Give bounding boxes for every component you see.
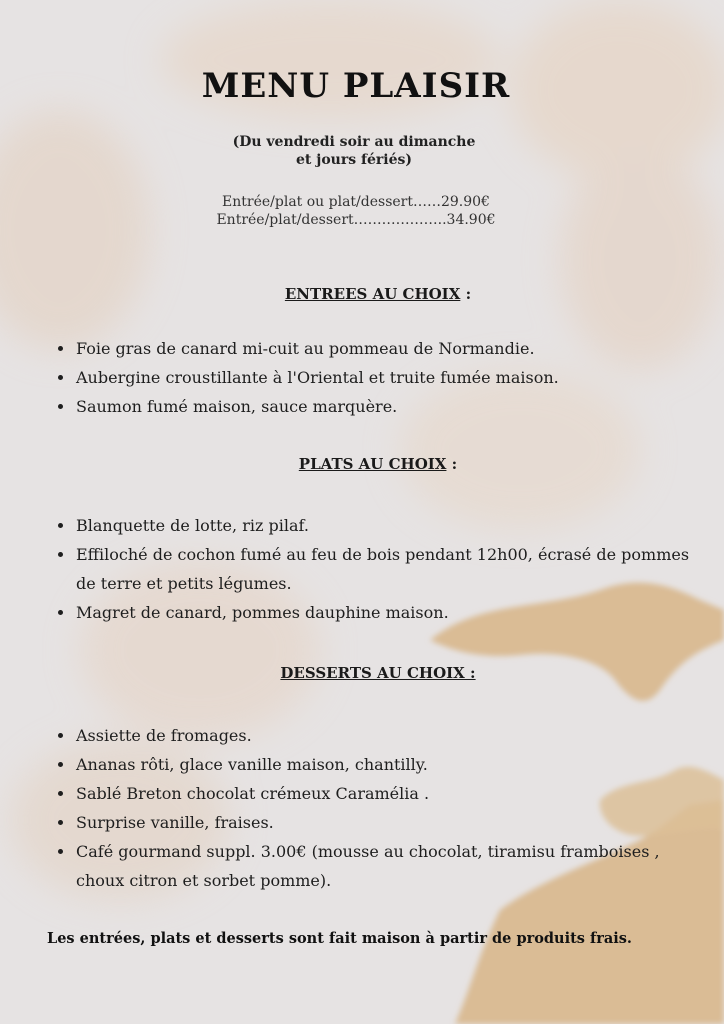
homemade-note: Les entrées, plats et desserts sont fait maison à partir de produits frais. (47, 930, 632, 947)
entree-item: Foie gras de canard mi-cuit au pommeau de Normandie. (56, 334, 706, 363)
entrees-heading (0, 285, 724, 303)
availability-line-2: et jours fériés) (296, 152, 412, 168)
price-list (0, 193, 712, 229)
plat-item: Blanquette de lotte, riz pilaf. (56, 511, 706, 540)
entrees-heading-suffix: : (460, 285, 472, 303)
plat-item: Effiloché de cochon fumé au feu de bois pendant 12h00, écrasé de pommes de terre et petits légumes. (56, 540, 706, 598)
plats-list (56, 511, 706, 627)
availability-line-1: (Du vendredi soir au dimanche (232, 134, 476, 150)
price-option-2: Entrée/plat/dessert………………..34.90€ (216, 212, 496, 228)
plats-heading (0, 455, 724, 473)
desserts-list (56, 721, 706, 895)
entree-item: Saumon fumé maison, sauce marquère. (56, 392, 706, 421)
plats-heading-suffix: : (446, 455, 458, 473)
entrees-list (56, 334, 706, 421)
availability-note (0, 133, 708, 169)
price-option-1: Entrée/plat ou plat/dessert……29.90€ (222, 194, 490, 210)
dessert-item: Café gourmand suppl. 3.00€ (mousse au chocolat, tiramisu framboises , choux citron et sorbet pomme). (56, 837, 706, 895)
desserts-heading-text: DESSERTS AU CHOIX : (280, 664, 476, 682)
dessert-item: Sablé Breton chocolat crémeux Caramélia . (56, 779, 706, 808)
dessert-item: Surprise vanille, fraises. (56, 808, 706, 837)
page-title: MENU PLAISIR (201, 66, 511, 106)
plat-item: Magret de canard, pommes dauphine maison. (56, 598, 706, 627)
dessert-item: Ananas rôti, glace vanille maison, chantilly. (56, 750, 706, 779)
dessert-item: Assiette de fromages. (56, 721, 706, 750)
entree-item: Aubergine croustillante à l'Oriental et truite fumée maison. (56, 363, 706, 392)
desserts-heading (0, 664, 724, 682)
plats-heading-text: PLATS AU CHOIX (298, 455, 447, 473)
entrees-heading-text: ENTREES AU CHOIX (284, 285, 461, 303)
